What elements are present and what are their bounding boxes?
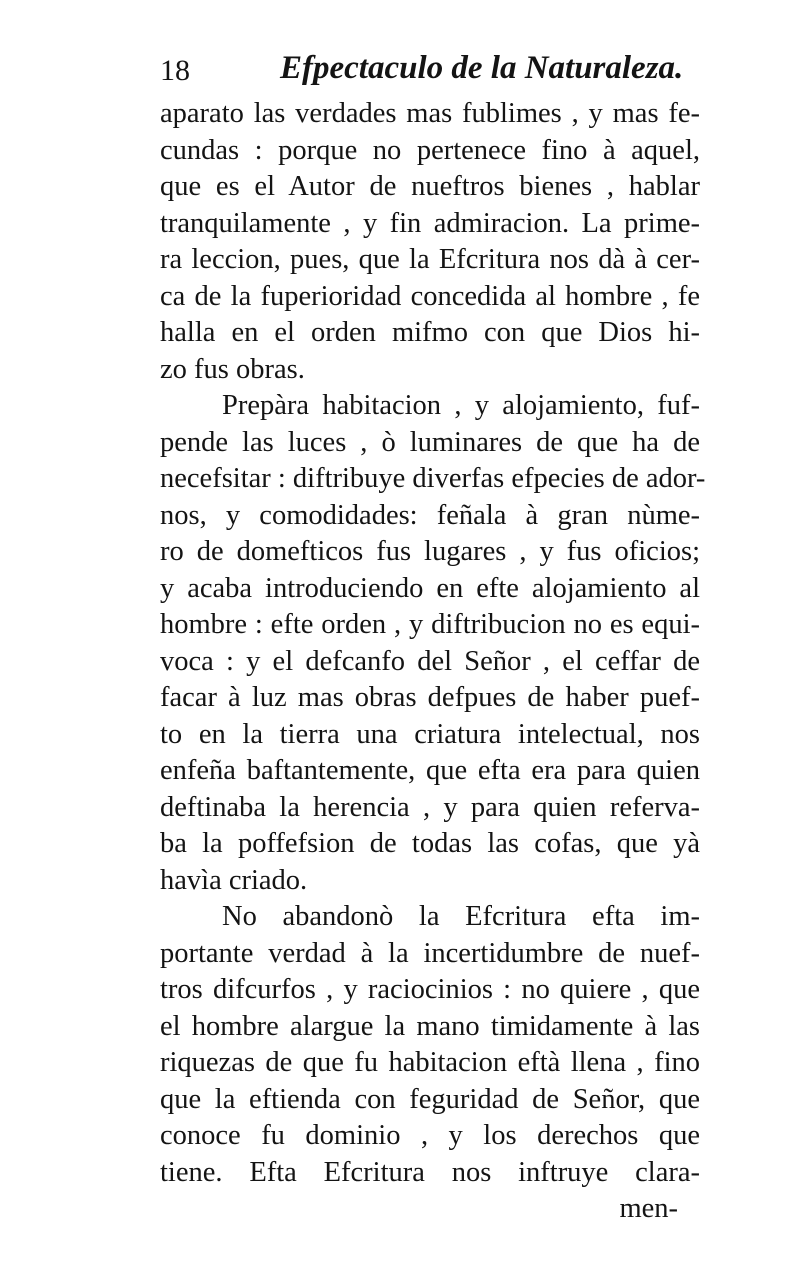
catchword: men- [619, 1193, 678, 1224]
text-line: y acaba introduciendo en efte alojamiento al [160, 572, 700, 604]
text-line: to en la tierra una criatura intelectual, nos [160, 718, 700, 750]
text-line: que es el Autor de nueftros bienes , hablar [160, 171, 700, 202]
text-line: nos, y comodidades: feñala à gran nùme- [160, 499, 700, 531]
text-line: que la eftienda con feguridad de Señor, que [160, 1083, 700, 1115]
text-line: No abandonò la Efcritura efta im- [222, 901, 700, 932]
text-line: ra leccion, pues, que la Efcritura nos dà à cer- [160, 244, 700, 275]
text-line: zo fus obras. [160, 353, 305, 385]
body-text [160, 96, 706, 1228]
page-header [160, 50, 700, 98]
text-line: halla en el orden mifmo con que Dios hi- [160, 317, 700, 348]
text-line: deftinaba la herencia , y para quien referva- [160, 791, 700, 823]
text-line: portante verdad à la incertidumbre de nuef- [160, 937, 700, 969]
text-line: voca : y el defcanfo del Señor , el ceffar de [160, 645, 700, 677]
running-title: Efpectaculo de la Naturaleza. [280, 50, 684, 86]
text-line: conoce fu dominio , y los derechos que [160, 1120, 700, 1151]
text-line: tranquilamente , y fin admiracion. La prime- [160, 207, 700, 239]
text-line: riquezas de que fu habitacion eftà llena , fino [160, 1047, 700, 1078]
text-line: enfeña baftantemente, que efta era para quien [160, 755, 700, 786]
text-line: ro de domefticos fus lugares , y fus oficios; [160, 536, 700, 567]
text-line: facar à luz mas obras defpues de haber puef- [160, 682, 700, 713]
text-line: tiene. Efta Efcritura nos inftruye clara- [160, 1156, 700, 1188]
text-line: cundas : porque no pertenece fino à aquel, [160, 134, 700, 166]
page-number: 18 [160, 54, 190, 87]
text-line: ca de la fuperioridad concedida al hombre , fe [160, 280, 700, 312]
text-line: tros difcurfos , y raciocinios : no quiere , que [160, 974, 700, 1005]
text-line: ba la poffefsion de todas las cofas, que yà [160, 828, 700, 859]
text-line: Prepàra habitacion , y alojamiento, fuf- [222, 390, 700, 421]
text-line: el hombre alargue la mano timidamente à las [160, 1010, 700, 1042]
text-line: pende las luces , ò luminares de que ha de [160, 426, 700, 458]
text-line: aparato las verdades mas fublimes , y mas fe- [160, 98, 700, 129]
text-line: necefsitar : diftribuye diverfas efpecies de ador- [160, 463, 706, 494]
text-line: hombre : efte orden , y diftribucion no es equi- [160, 609, 700, 640]
text-line: havìa criado. [160, 864, 308, 896]
